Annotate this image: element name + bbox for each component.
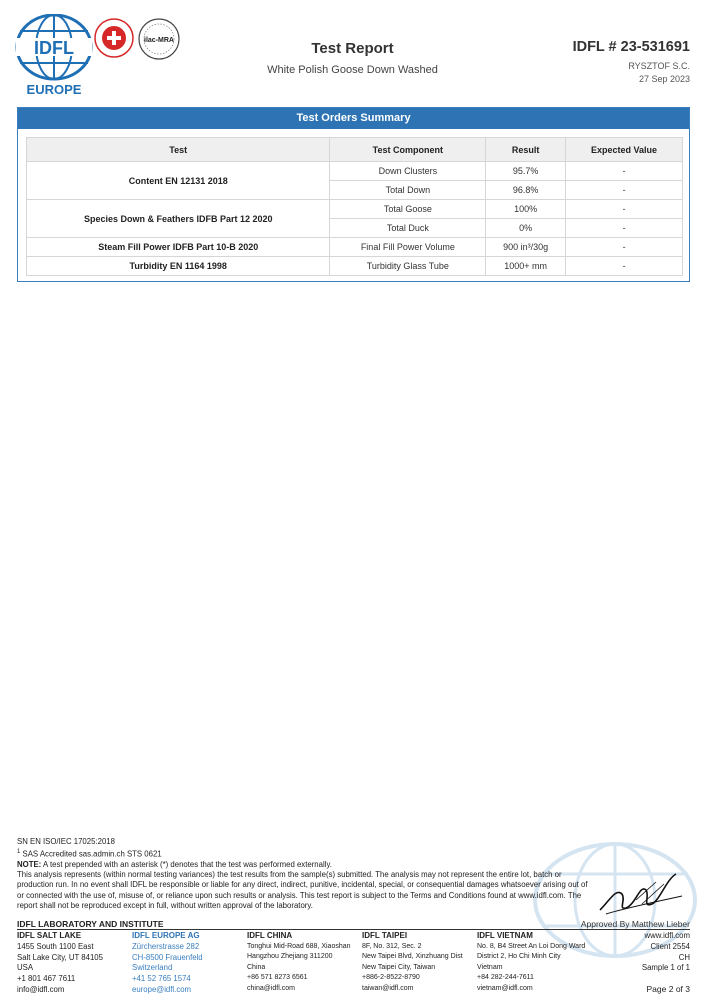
col-header-test: Test [27,138,330,162]
table-row [27,200,683,219]
test-component: Down Clusters [330,162,486,181]
logo-text-europe: EUROPE [26,82,82,97]
col-header-component: Test Component [330,138,486,162]
report-subtitle: White Polish Goose Down Washed [267,64,438,76]
page-number: Page 2 of 3 [646,984,690,994]
office-line: europe@idfl.com [132,984,192,994]
test-result: 96.8% [486,181,566,200]
note-label: NOTE: [17,860,42,869]
office-line: taiwan@idfl.com [362,984,414,992]
office-salt-lake [17,931,103,996]
swiss-accreditation-seal [94,18,134,58]
test-orders-summary [17,107,690,282]
expected-value: - [566,162,683,181]
col-header-expected: Expected Value [566,138,683,162]
expected-value: - [566,238,683,257]
office-line: +86 571 8273 6561 [247,974,308,982]
office-name: IDFL CHINA [247,931,293,940]
divider [17,929,690,930]
table-row [27,257,683,276]
office-europe [132,931,203,996]
office-line: Zürcherstrasse 282 [132,941,200,951]
office-line: Vietnam [477,963,503,971]
table-row [27,162,683,181]
test-component: Total Down [330,181,486,200]
idfl-europe-logo [14,14,94,98]
accreditation-text: SAS Accredited sas.admin.ch STS 0621 [20,849,162,859]
ilac-mra-seal [138,18,180,60]
test-component: Total Goose [330,200,486,219]
office-line: china@idfl.com [247,984,295,992]
office-line: New Taipei City, Taiwan [362,963,436,971]
office-line: New Taipei Blvd, Xinzhuang Dist [362,953,463,961]
office-name: IDFL EUROPE AG [132,931,200,940]
note-text: A test prepended with an asterisk (*) denotes that the test was performed externally. [41,860,332,869]
office-line: info@idfl.com [17,984,65,994]
note-line [17,860,592,870]
expected-value: - [566,181,683,200]
client-number: Client 2554 [650,941,690,951]
test-result: 95.7% [486,162,566,181]
office-line: Salt Lake City, UT 84105 [17,952,103,962]
office-line: Tonghui Mid-Road 688, Xiaoshan [247,942,351,950]
country-code: CH [678,952,690,962]
test-component: Total Duck [330,219,486,238]
ilac-label: ilac-MRA [144,37,174,44]
client-name: RYSZTOF S.C. [628,61,690,71]
col-header-result: Result [486,138,566,162]
approved-by: Approved By Matthew Lieber [580,919,690,929]
summary-table [26,137,683,276]
website: www.idfl.com [644,931,690,940]
office-line: Hangzhou Zhejiang 311200 [247,953,333,961]
footer-notes [17,837,592,911]
expected-value: - [566,257,683,276]
lab-title: IDFL LABORATORY AND INSTITUTE [17,919,164,929]
report-meta [642,931,690,974]
test-name: Turbidity EN 1164 1998 [27,257,330,276]
test-component: Final Fill Power Volume [330,238,486,257]
test-result: 0% [486,219,566,238]
test-result: 100% [486,200,566,219]
disclaimer: This analysis represents (within normal testing variances) the test results from the sample(s) submitted. The analysis may not represent the entire lot, batch or production run. In no event shall IDFL be responsible or liable for any direct, indirect, punitive, incidental, special, or consequential damages whatsoever arising out of or connected with the use of, misuse of, or reliance upon such results or analysis. This test report is subject to the Terms and Conditions found at www.idfl.com. The report shall not be reproduced except in full, without written approval of the laboratory. [17,870,588,910]
office-line: +886-2-8522-8790 [362,974,420,982]
office-name: IDFL TAIPEI [362,931,408,940]
office-line: +41 52 765 1574 [132,974,191,984]
accreditation-line [17,847,592,860]
office-taipei [362,931,463,995]
office-line: +1 801 467 7611 [17,974,76,984]
test-result: 1000+ mm [486,257,566,276]
signature [596,870,686,918]
test-result: 900 in³/30g [486,238,566,257]
table-header-row [27,138,683,162]
office-line: 1455 South 1100 East [17,941,94,951]
summary-heading: Test Orders Summary [18,108,689,129]
report-title: Test Report [311,40,394,57]
report-number: IDFL # 23-531691 [572,39,690,55]
test-component: Turbidity Glass Tube [330,257,486,276]
expected-value: - [566,200,683,219]
office-line: District 2, Ho Chi Minh City [477,953,561,961]
office-line: USA [17,963,34,973]
sample-count: Sample 1 of 1 [641,963,690,973]
office-line: Switzerland [132,963,173,973]
office-china [247,931,351,995]
office-line: China [247,963,266,971]
office-vietnam [477,931,585,995]
office-line: CH-8500 Frauenfeld [132,952,203,962]
logo-text-idfl: IDFL [34,38,74,58]
standard-line: SN EN ISO/IEC 17025:2018 [17,837,115,846]
office-line: vietnam@idfl.com [477,984,533,992]
accreditation-mark: 1 [17,849,21,856]
office-name: IDFL VIETNAM [477,931,533,940]
test-name: Species Down & Feathers IDFB Part 12 2020 [27,200,330,238]
table-row [27,238,683,257]
expected-value: - [566,219,683,238]
test-name: Steam Fill Power IDFB Part 10-B 2020 [27,238,330,257]
test-name: Content EN 12131 2018 [27,162,330,200]
office-name: IDFL SALT LAKE [17,931,82,940]
office-line: 8F, No. 312, Sec. 2 [362,942,422,950]
office-line: +84 282-244-7611 [477,974,534,982]
report-date: 27 Sep 2023 [638,74,690,84]
office-line: No. 8, B4 Street An Loi Dong Ward [477,942,586,950]
